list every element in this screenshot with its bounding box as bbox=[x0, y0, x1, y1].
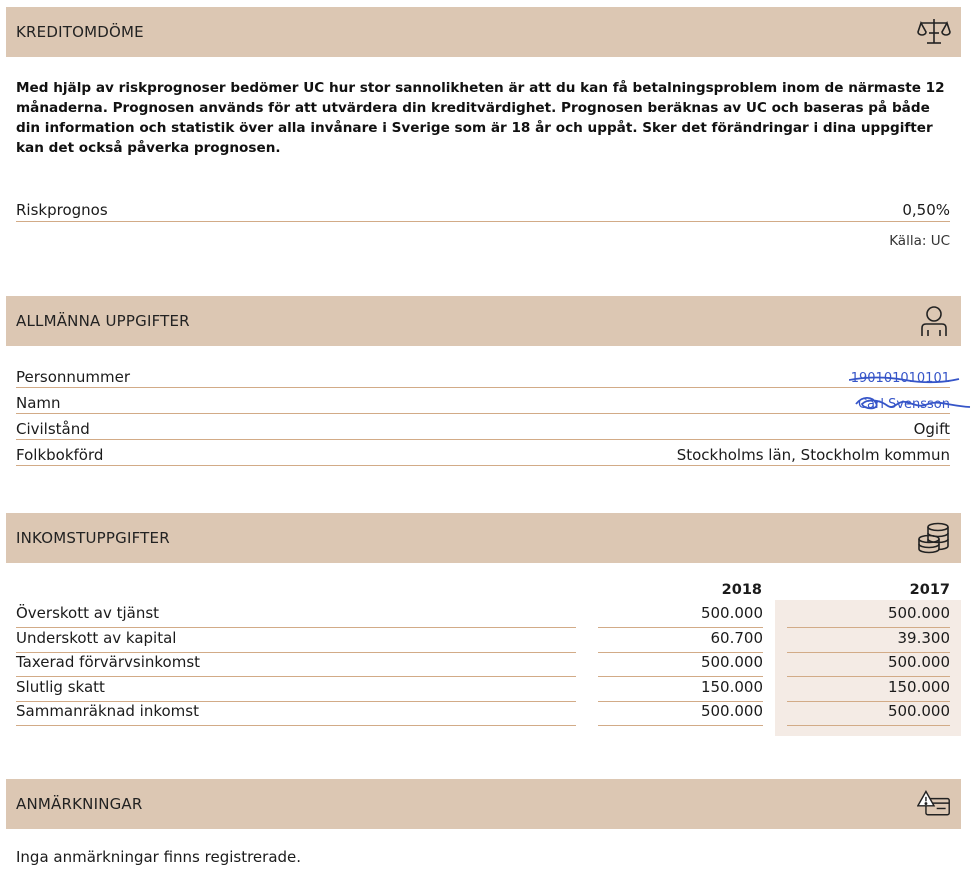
kredit-title: KREDITOMDÖME bbox=[16, 23, 144, 41]
coins-icon bbox=[917, 521, 951, 555]
anmarkningar-header bbox=[6, 779, 961, 829]
income-row-label: Slutlig skatt bbox=[16, 678, 576, 702]
person-icon bbox=[917, 304, 951, 338]
folkbokford-value: Stockholms län, Stockholm kommun bbox=[676, 446, 950, 464]
namn-row bbox=[16, 388, 950, 414]
income-2017-value: 500.000 bbox=[787, 702, 950, 726]
namn-value: Carl Svensson bbox=[858, 394, 950, 412]
risk-row bbox=[16, 198, 950, 222]
scales-icon bbox=[917, 15, 951, 49]
risk-value: 0,50% bbox=[902, 201, 950, 219]
income-2018-value: 60.700 bbox=[598, 629, 763, 653]
income-row-label: Överskott av tjänst bbox=[16, 604, 576, 628]
kredit-intro: Med hjälp av riskprognoser bedömer UC hur stor sannolikheten är att du kan få betalningsproblem inom de närmaste 12 månaderna. Prognosen används för att utvärdera din kreditvärdighet. Prognosen beräknas av UC och baseras på både din information och statistik över alla invånare i Sverige som är 18 år och uppåt. Sker det förändringar i dina uppgifter kan det också påverka prognosen. bbox=[16, 80, 945, 156]
income-2017-value: 500.000 bbox=[787, 604, 950, 628]
kredit-header bbox=[6, 7, 961, 57]
inkomst-header bbox=[6, 513, 961, 563]
income-2018-value: 150.000 bbox=[598, 678, 763, 702]
folkbokford-label: Folkbokförd bbox=[16, 446, 104, 464]
allmanna-title: ALLMÄNNA UPPGIFTER bbox=[16, 312, 190, 330]
income-row-label: Underskott av kapital bbox=[16, 629, 576, 653]
personnummer-row bbox=[16, 362, 950, 388]
civilstand-label: Civilstånd bbox=[16, 420, 90, 438]
year-2017-header: 2017 bbox=[909, 582, 950, 598]
warning-card-icon bbox=[917, 787, 951, 821]
civilstand-value: Ogift bbox=[913, 420, 950, 438]
allmanna-header bbox=[6, 296, 961, 346]
anmarkningar-title: ANMÄRKNINGAR bbox=[16, 795, 143, 813]
namn-label: Namn bbox=[16, 394, 61, 412]
income-2017-value: 39.300 bbox=[787, 629, 950, 653]
personnummer-value: 190101010101 bbox=[851, 368, 950, 386]
year-2018-header: 2018 bbox=[721, 582, 762, 598]
civilstand-row bbox=[16, 414, 950, 440]
source-label: Källa: UC bbox=[889, 233, 950, 249]
income-2017-value: 150.000 bbox=[787, 678, 950, 702]
personnummer-label: Personnummer bbox=[16, 368, 131, 386]
risk-label: Riskprognos bbox=[16, 201, 108, 219]
folkbokford-row bbox=[16, 440, 950, 466]
income-2018-value: 500.000 bbox=[598, 604, 763, 628]
anmarkningar-text: Inga anmärkningar finns registrerade. bbox=[16, 848, 302, 866]
income-2017-value: 500.000 bbox=[787, 653, 950, 677]
income-2018-value: 500.000 bbox=[598, 702, 763, 726]
income-row-label: Taxerad förvärvsinkomst bbox=[16, 653, 576, 677]
income-row-label: Sammanräknad inkomst bbox=[16, 702, 576, 726]
income-2018-value: 500.000 bbox=[598, 653, 763, 677]
inkomst-title: INKOMSTUPPGIFTER bbox=[16, 529, 170, 547]
